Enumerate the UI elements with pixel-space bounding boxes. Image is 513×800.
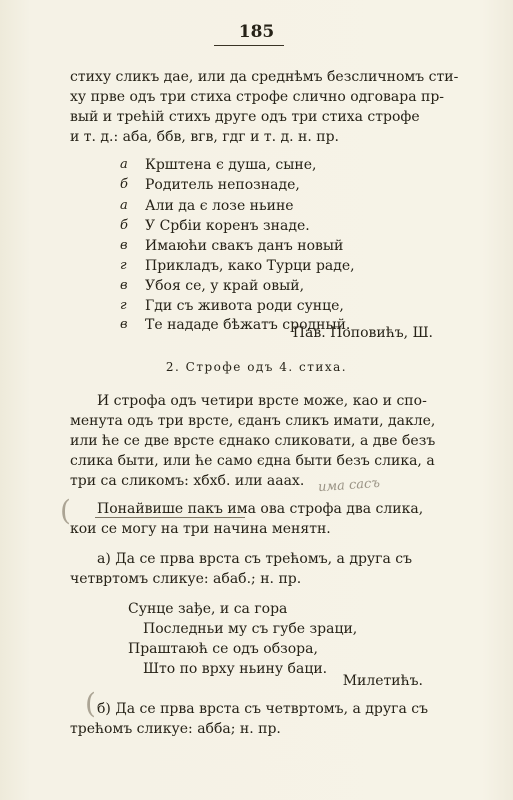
poem-2-author: Милетићъ.: [342, 673, 423, 689]
page-number-rule: [214, 45, 284, 46]
poem-1-line-5: Имаюћи свакъ данъ новый: [145, 238, 344, 254]
rhyme-letter: в: [120, 317, 128, 332]
pencil-underline-mark: [95, 517, 245, 518]
poem-1-line-9: Те нададе бѣжатъ сродный.: [145, 317, 351, 333]
paragraph-2-line-5: три са сликомъ: хбхб. или аaax.: [70, 473, 305, 489]
pencil-bracket-mark: (: [60, 494, 71, 527]
poem-1-line-1: Крштена є душа, сыне,: [145, 157, 317, 173]
section-heading: 2. Строфе одъ 4. стиха.: [165, 360, 348, 374]
paragraph-2-line-4: слика быти, или ће само єдна быти безъ слика, а: [70, 453, 435, 469]
poem-1-line-7: Убоя се, у край овый,: [145, 278, 305, 294]
poem-1-line-8: Гди съ живота роди сунце,: [145, 298, 344, 314]
paragraph-2-line-2: менута одъ три врсте, єданъ сликъ имати, дакле,: [70, 413, 436, 429]
paragraph-3-line-1: Понайвише пакъ има ова строфа два слика,: [97, 501, 424, 517]
paragraph-1-line-3: вый и трећій стихъ друге одъ три стиха строфе: [70, 109, 420, 125]
rhyme-letter: а: [120, 157, 128, 172]
rhyme-letter: б: [120, 177, 128, 192]
rhyme-letter: в: [120, 278, 128, 293]
poem-2-line-4: Што по врху ньину баци.: [143, 661, 328, 677]
poem-1-line-3: Али да є лозе ньине: [145, 198, 294, 214]
rhyme-letter: г: [120, 298, 127, 313]
item-a-line-2: четвртомъ сликуе: абаб.; н. пр.: [70, 571, 302, 587]
poem-2-line-1: Сунце зађе, и са гора: [128, 601, 288, 617]
rhyme-letter: в: [120, 238, 128, 253]
poem-2-line-2: Последньи му съ губе зраци,: [143, 621, 358, 637]
poem-1-line-6: Прикладъ, како Турци раде,: [145, 258, 355, 274]
page-number: 185: [238, 22, 275, 42]
rhyme-letter: б: [120, 218, 128, 233]
rhyme-letter: г: [120, 258, 127, 273]
handwritten-annotation: има сасъ: [317, 475, 381, 496]
paragraph-2-line-3: или ће се две врсте єднако сликовати, а две безъ: [70, 433, 436, 449]
item-a-line-1: а) Да се прва врста съ трећомъ, а друга съ: [97, 551, 413, 567]
poem-1-line-2: Родитель непознаде,: [145, 177, 300, 193]
paragraph-2-line-1: И строфа одъ четири врсте може, као и спо-: [97, 393, 427, 409]
paragraph-1-line-1: стиху сликъ дае, или да среднѣмъ безсличномъ сти-: [70, 69, 459, 85]
item-b-line-1: б) Да се прва врста съ четвртомъ, а друга съ: [97, 701, 428, 717]
poem-2-line-3: Праштаюћ се одъ обзора,: [128, 641, 318, 657]
pencil-bracket-mark: (: [85, 687, 96, 720]
rhyme-letter: а: [120, 198, 128, 213]
poem-1-line-4: У Србіи коренъ знаде.: [145, 218, 310, 234]
paragraph-1-line-4: и т. д.: аба, ббв, вгв, гдг и т. д. н. пр.: [70, 129, 339, 145]
paragraph-3-line-2: кои се могу на три начина менятн.: [70, 521, 331, 537]
poem-1-author: Пав. Поповићъ, Ш.: [292, 325, 433, 341]
paragraph-1-line-2: ху прве одъ три стиха строфе слично одговара пр-: [70, 89, 445, 105]
item-b-line-2: трећомъ сликуе: абба; н. пр.: [70, 721, 281, 737]
